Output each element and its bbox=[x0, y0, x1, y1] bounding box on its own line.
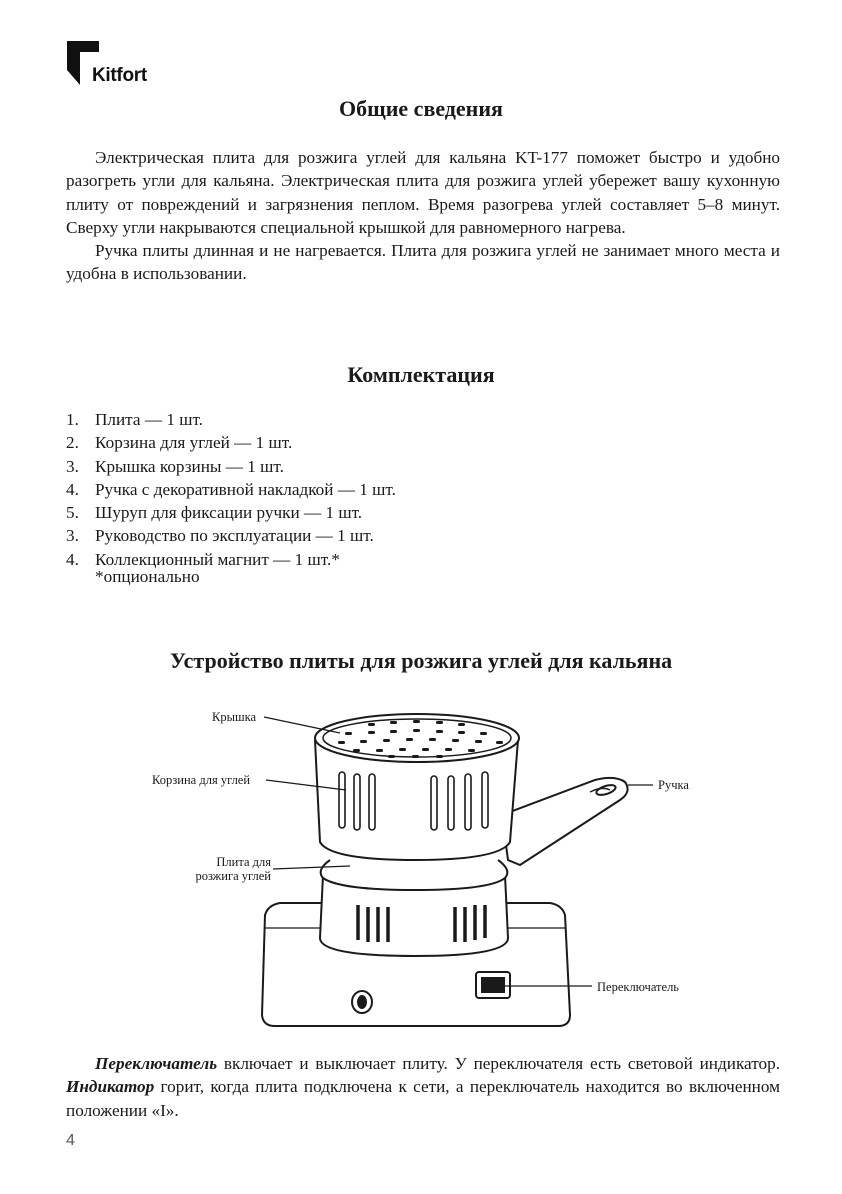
list-item-number: 3. bbox=[66, 526, 79, 546]
brand-name: Kitfort bbox=[92, 65, 147, 86]
label-basket: Корзина для углей bbox=[152, 773, 251, 787]
list-item bbox=[66, 455, 396, 478]
section-title-general: Общие сведения bbox=[339, 96, 503, 121]
list-item-number: 4. bbox=[66, 479, 79, 499]
label-lid: Крышка bbox=[212, 710, 257, 724]
list-item-text: Руководство по эксплуатации — 1 шт. bbox=[95, 526, 374, 546]
section-title-device: Устройство плиты для розжига углей для кальяна bbox=[169, 648, 673, 673]
list-item bbox=[66, 431, 396, 454]
list-item-text: Корзина для углей — 1 шт. bbox=[95, 433, 293, 453]
device-diagram bbox=[140, 700, 720, 1040]
label-stove-line-1: Плита для bbox=[216, 855, 271, 869]
list-item-text: Шуруп для фиксации ручки — 1 шт. bbox=[95, 503, 363, 523]
list-item bbox=[66, 408, 396, 431]
page-number: 4 bbox=[66, 1132, 75, 1149]
general-paragraph-2: Ручка плиты длинная и не нагревается. Плита для розжига углей не занимает много места и удобна в использовании. bbox=[66, 241, 780, 284]
list-item-text: Плита — 1 шт. bbox=[95, 410, 203, 429]
list-item-text: Ручка с декоративной накладкой — 1 шт. bbox=[95, 479, 396, 499]
list-item bbox=[66, 501, 396, 524]
brand-logo bbox=[66, 40, 176, 88]
switch-term: Переключатель bbox=[95, 1054, 218, 1073]
general-info-text bbox=[66, 146, 780, 286]
list-item bbox=[66, 524, 396, 547]
switch-description bbox=[66, 1052, 780, 1122]
label-stove-line-2: розжига углей bbox=[195, 869, 271, 883]
list-item bbox=[66, 478, 396, 501]
label-switch: Переключатель bbox=[597, 980, 680, 994]
label-stove bbox=[187, 855, 271, 883]
contents-list bbox=[66, 408, 396, 571]
switch-description-text-1: включает и выключает плиту. У переключателя есть световой индикатор. bbox=[217, 1054, 780, 1073]
list-item-text: Коллекционный магнит — 1 шт.* bbox=[95, 549, 340, 569]
list-item-text: Крышка корзины — 1 шт. bbox=[95, 456, 284, 476]
general-paragraph-1: Электрическая плита для розжига углей для кальяна KT-177 поможет быстро и удобно разогреть угли для кальяна. Электрическая плита для розжига углей убережет вашу кухонную плиту от повреждений и загрязнения пеплом. Время разогрева углей составляет 5–8 минут. Сверху угли накрываются специальной крышкой для равномерного нагрева. bbox=[66, 148, 780, 237]
list-item-number: 4. bbox=[66, 549, 79, 569]
list-item-number: 3. bbox=[66, 456, 79, 476]
optional-note: *опционально bbox=[95, 567, 200, 586]
list-item-number: 1. bbox=[66, 410, 79, 429]
list-item-number: 5. bbox=[66, 503, 79, 523]
list-item-number: 2. bbox=[66, 433, 79, 453]
switch-description-text-2: горит, когда плита подключена к сети, а переключатель находится во включенном положении «I». bbox=[66, 1077, 780, 1120]
section-title-contents: Комплектация bbox=[347, 362, 495, 387]
label-handle: Ручка bbox=[658, 778, 689, 792]
indicator-term: Индикатор bbox=[66, 1077, 155, 1097]
